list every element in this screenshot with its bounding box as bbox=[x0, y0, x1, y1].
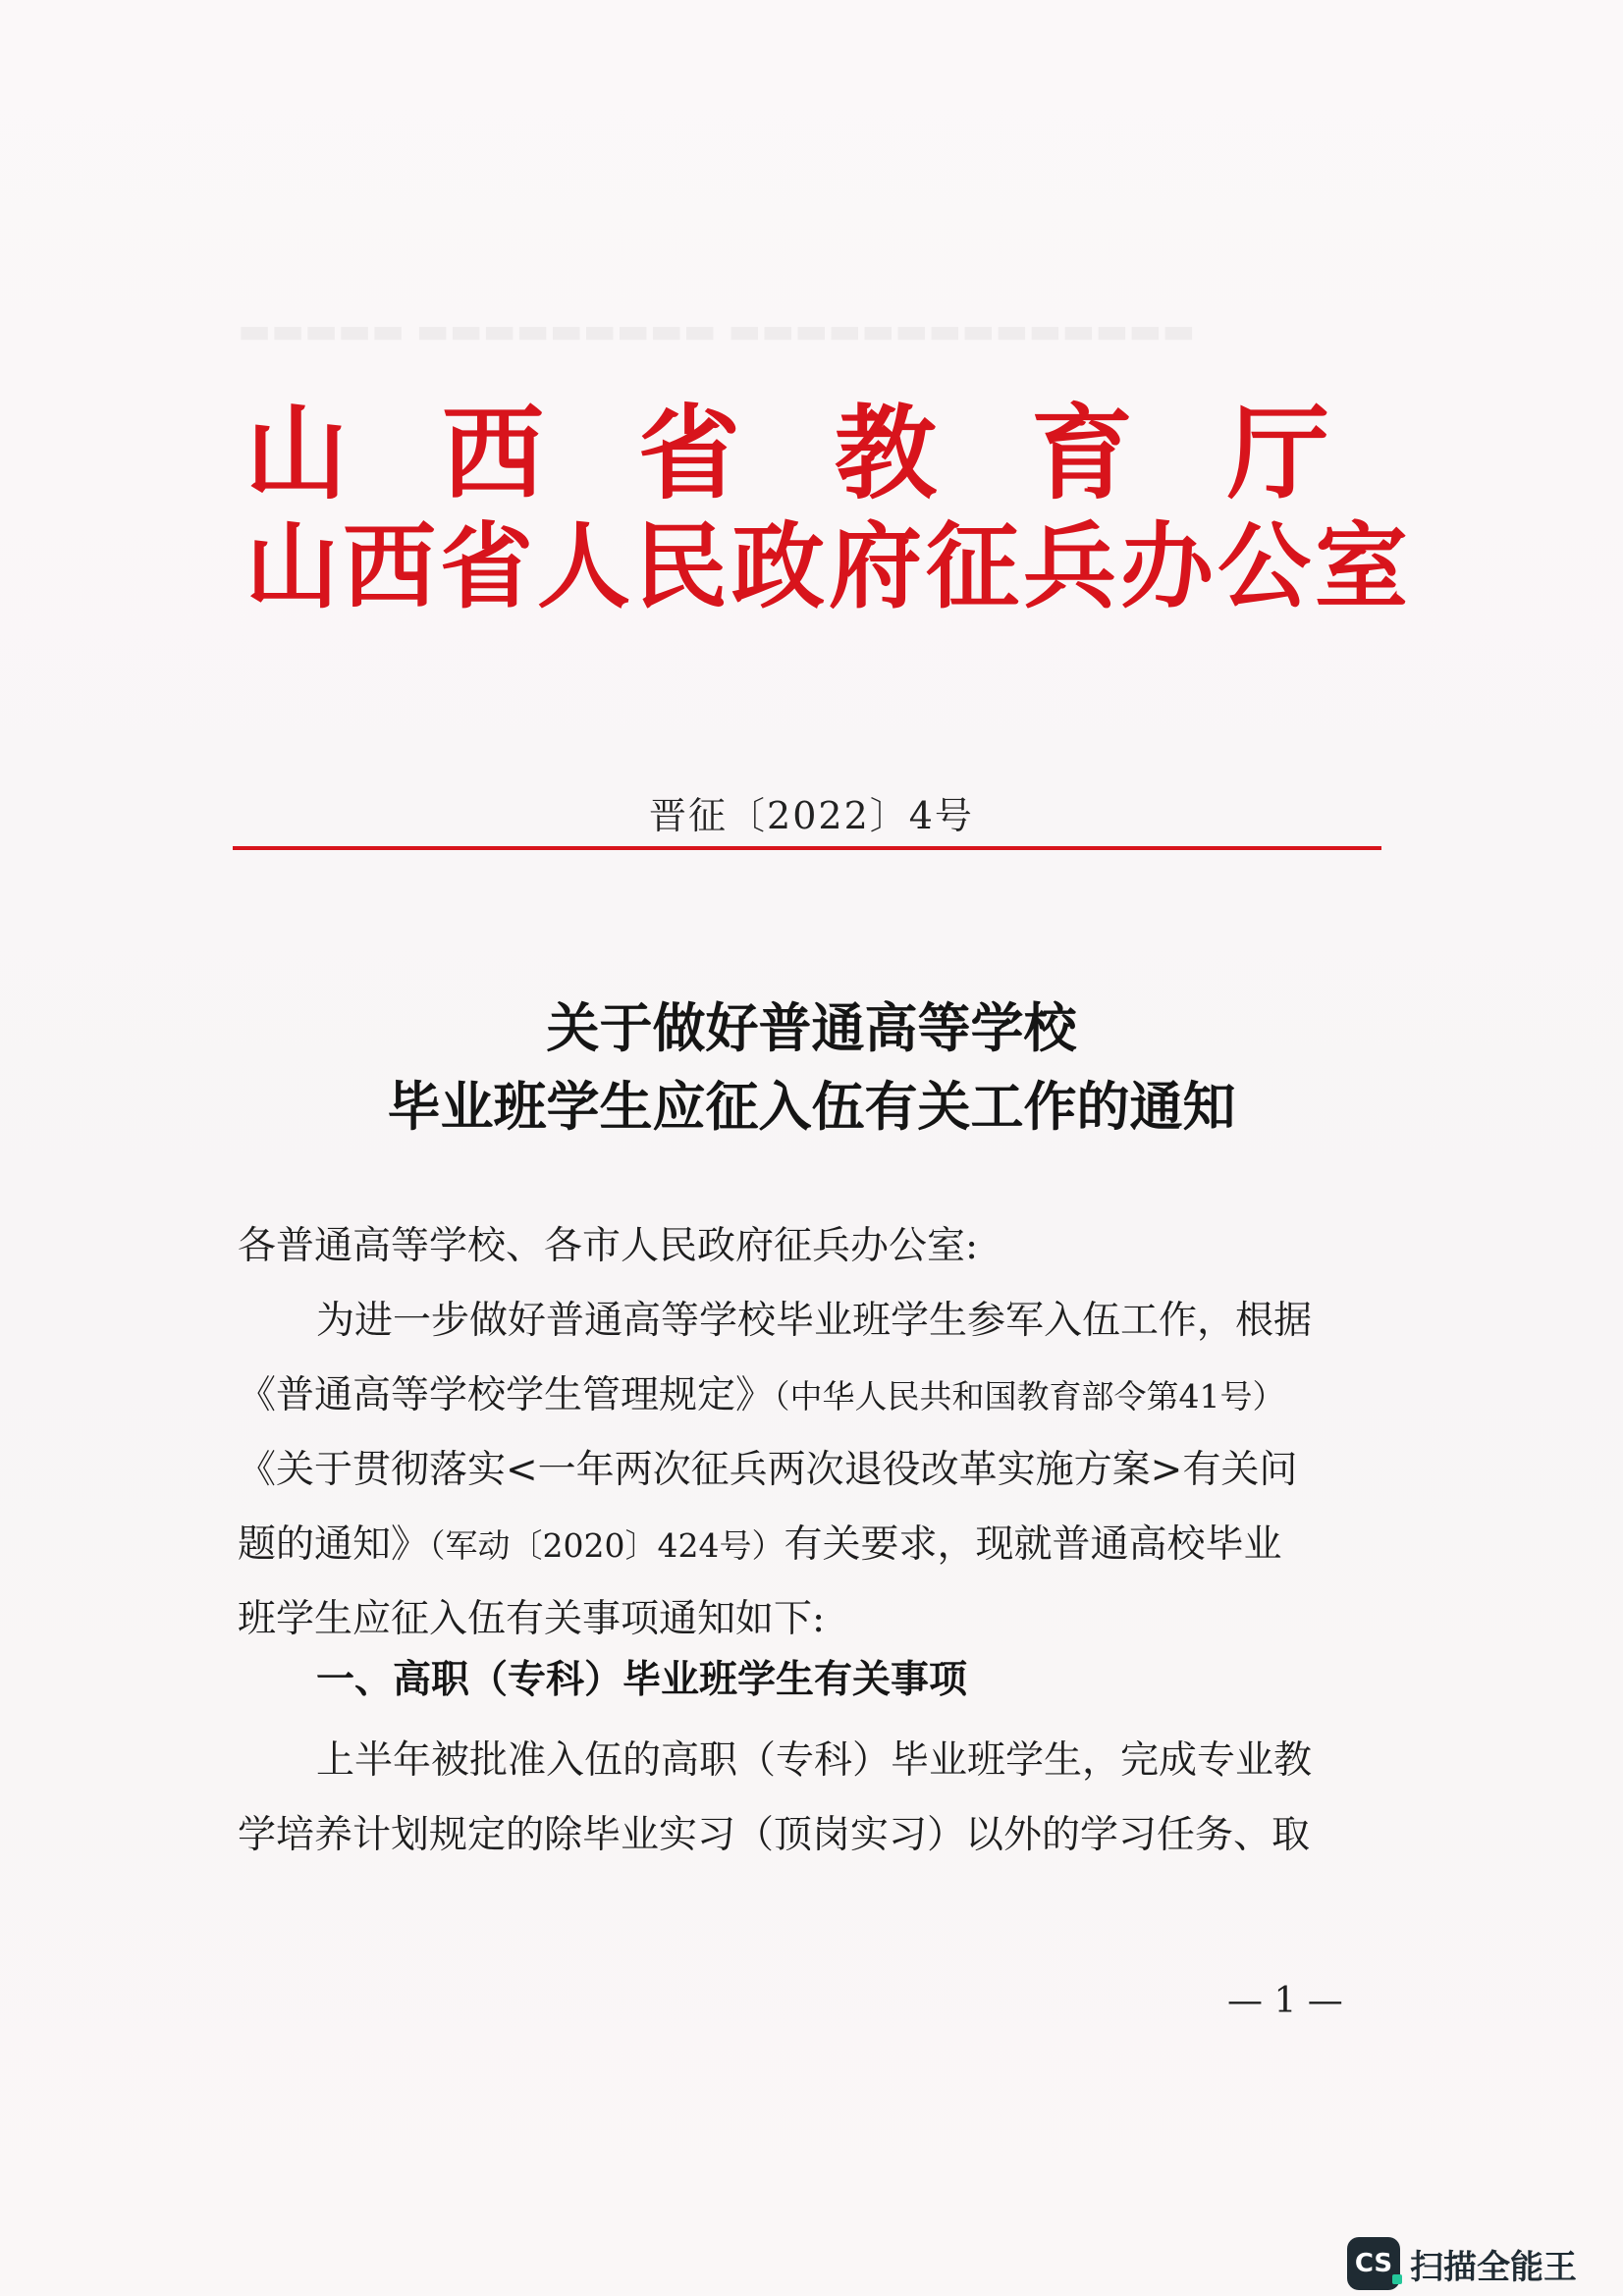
notice-reference: 题的通知》 bbox=[238, 1522, 430, 1567]
red-divider-line bbox=[233, 846, 1381, 850]
paragraph-line bbox=[238, 1508, 1384, 1582]
show-through-text: ▬▬▬▬▬ ▬▬▬▬▬▬▬▬▬ ▬▬▬▬▬▬▬▬▬▬▬▬▬▬ bbox=[238, 311, 1196, 351]
paragraph-text: 有关要求，现就普通高校毕业 bbox=[784, 1522, 1282, 1567]
issuer-education-department: 山西省教育厅 bbox=[245, 393, 1425, 513]
document-title-line-1: 关于做好普通高等学校 bbox=[546, 996, 1077, 1059]
paragraph-line: 为进一步做好普通高等学校毕业班学生参军入伍工作，根据 bbox=[316, 1299, 1313, 1343]
document-title-line-2: 毕业班学生应征入伍有关工作的通知 bbox=[387, 1075, 1236, 1138]
scanner-watermark bbox=[1347, 2236, 1577, 2291]
paragraph-line: 《关于贯彻落实<一年两次征兵两次退役改革实施方案>有关问 bbox=[238, 1448, 1298, 1492]
paragraph-line: 学培养计划规定的除毕业实习（顶岗实习）以外的学习任务、取 bbox=[238, 1813, 1311, 1857]
salutation: 各普通高等学校、各市人民政府征兵办公室: bbox=[238, 1224, 979, 1268]
watermark-label: 扫描全能王 bbox=[1410, 2247, 1577, 2287]
camscanner-logo-icon: CS bbox=[1347, 2237, 1400, 2290]
paragraph-intro bbox=[238, 1284, 1384, 1657]
section-heading-1: 一、高职（专科）毕业班学生有关事项 bbox=[316, 1657, 968, 1702]
regulation-number: （中华人民共和国教育部令第41号） bbox=[774, 1377, 1285, 1415]
paragraph-line: 班学生应征入伍有关事项通知如下: bbox=[238, 1597, 826, 1641]
document-number: 晋征〔2022〕4号 bbox=[649, 794, 974, 837]
notice-number: （军动〔2020〕424号） bbox=[429, 1526, 784, 1565]
issuer-conscription-office: 山西省人民政府征兵办公室 bbox=[245, 512, 1413, 621]
paragraph-section-1 bbox=[238, 1724, 1384, 1873]
page-number: — 1 — bbox=[1227, 1981, 1343, 2021]
paragraph-line bbox=[238, 1359, 1384, 1433]
regulation-reference: 《普通高等学校学生管理规定》 bbox=[238, 1373, 775, 1417]
paragraph-line: 上半年被批准入伍的高职（专科）毕业班学生，完成专业教 bbox=[316, 1738, 1313, 1783]
